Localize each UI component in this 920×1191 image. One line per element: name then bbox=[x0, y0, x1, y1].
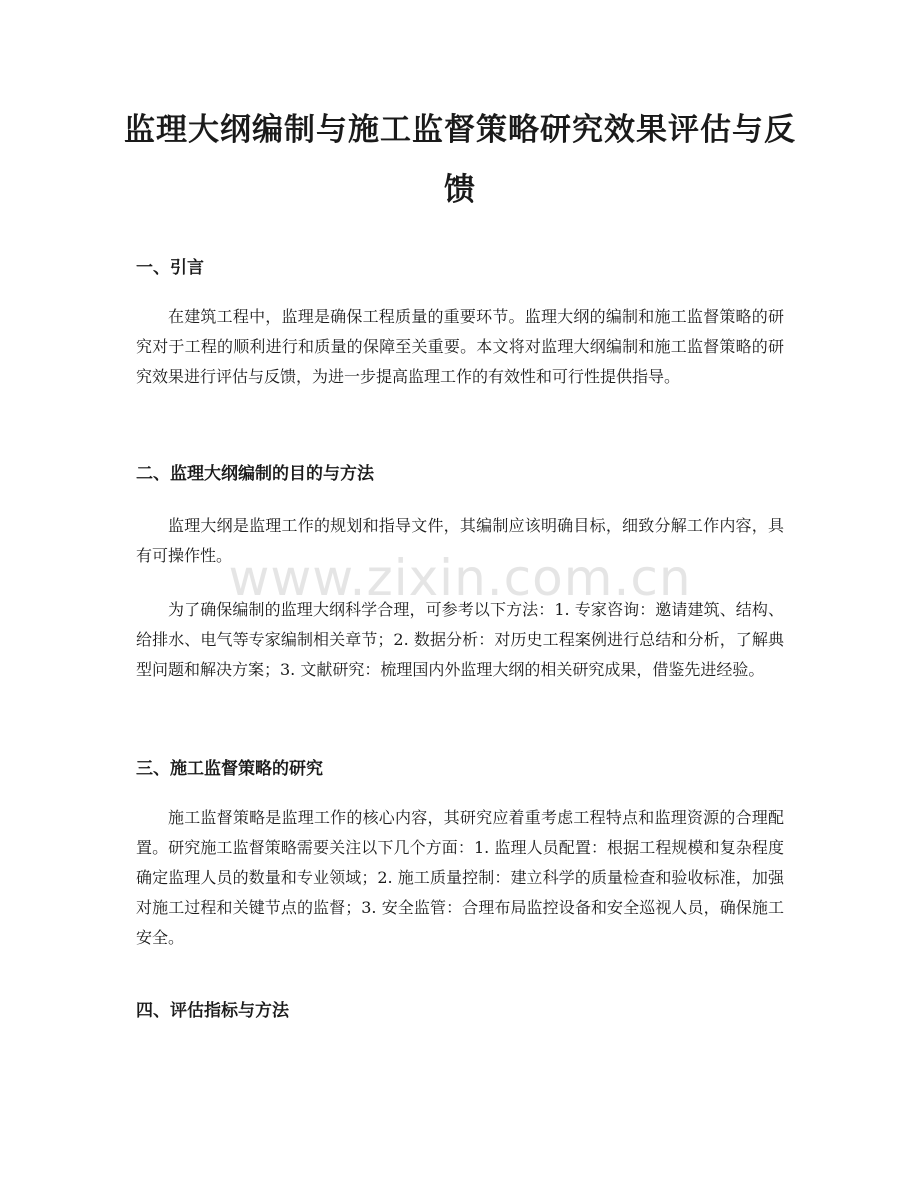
section-heading-outline-purpose: 二、监理大纲编制的目的与方法 bbox=[136, 464, 374, 484]
paragraph-outline-methods: 为了确保编制的监理大纲科学合理，可参考以下方法：1. 专家咨询：邀请建筑、结构、给排水、电气等专家编制相关章节；2. 数据分析：对历史工程案例进行总结和分析，了解典型问题和解决方案；3. 文献研究：梳理国内外监理大纲的相关研究成果，借鉴先进经验。 bbox=[136, 600, 784, 679]
section-heading-evaluation: 四、评估指标与方法 bbox=[136, 1001, 289, 1021]
paragraph-outline-purpose: 监理大纲是监理工作的规划和指导文件，其编制应该明确目标，细致分解工作内容，具有可操作性。 bbox=[136, 516, 784, 565]
paragraph-supervision-strategy: 施工监督策略是监理工作的核心内容，其研究应着重考虑工程特点和监理资源的合理配置。研究施工监督策略需要关注以下几个方面：1. 监理人员配置：根据工程规模和复杂程度确定监理人员的数量和专业领域；2. 施工质量控制：建立科学的质量检查和验收标准，加强对施工过程和关键节点的监督；3. 安全监管：合理布局监控设备和安全巡视人员，确保施工安全。 bbox=[136, 808, 784, 947]
page-title: 监理大纲编制与施工监督策略研究效果评估与反馈 bbox=[124, 112, 796, 208]
section-heading-intro: 一、引言 bbox=[136, 258, 204, 278]
watermark: www.zixin.com.cn bbox=[228, 549, 692, 607]
paragraph-intro: 在建筑工程中，监理是确保工程质量的重要环节。监理大纲的编制和施工监督策略的研究对于工程的顺利进行和质量的保障至关重要。本文将对监理大纲编制和施工监督策略的研究效果进行评估与反馈，为进一步提高监理工作的有效性和可行性提供指导。 bbox=[136, 307, 784, 386]
section-heading-supervision-strategy: 三、施工监督策略的研究 bbox=[136, 759, 323, 779]
